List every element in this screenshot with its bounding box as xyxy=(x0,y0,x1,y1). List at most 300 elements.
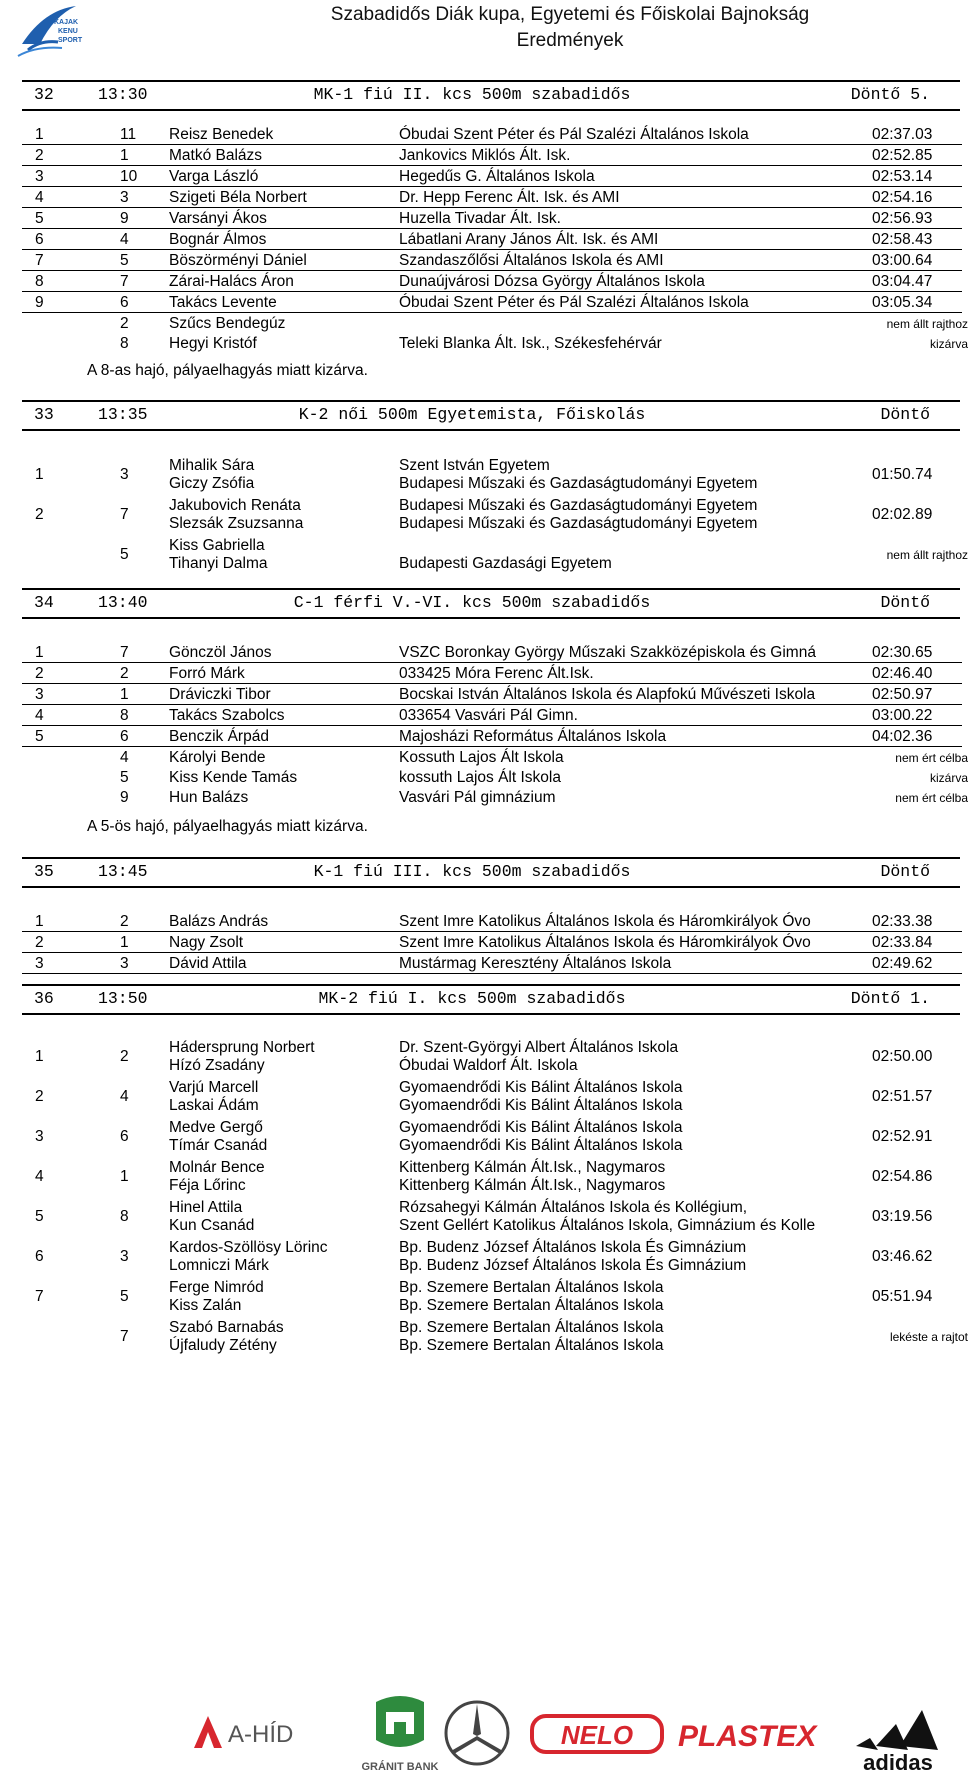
result-time: 02:30.65 xyxy=(872,644,933,661)
race-stage: Döntő 1. xyxy=(850,989,930,1008)
result-time: 02:53.14 xyxy=(872,168,933,185)
athlete-names xyxy=(169,147,394,165)
bib-number: 1 xyxy=(120,934,129,951)
athlete-names xyxy=(169,934,394,952)
athlete-name: Szigeti Béla Norbert xyxy=(169,189,307,206)
club-name: Rózsahegyi Kálmán Általános Iskola és Kollégium, xyxy=(399,1199,748,1216)
result-row xyxy=(22,705,962,726)
bib-number: 1 xyxy=(120,686,129,703)
race-number: 35 xyxy=(34,862,54,881)
race-header xyxy=(22,857,960,888)
result-time: nem ért célba xyxy=(895,791,968,805)
race-number: 34 xyxy=(34,593,54,612)
club-names xyxy=(399,147,874,165)
race-title: MK-1 fiú II. kcs 500m szabadidős xyxy=(313,85,631,104)
result-time: 03:19.56 xyxy=(872,1208,933,1225)
athlete-names xyxy=(169,273,394,291)
place: 1 xyxy=(35,644,44,661)
club-names xyxy=(399,1119,874,1155)
club-name: Szent Imre Katolikus Általános Iskola és Háromkirályok Óvo xyxy=(399,913,811,930)
athlete-names xyxy=(169,457,394,493)
athlete-name: Zárai-Halács Áron xyxy=(169,273,294,290)
club-names xyxy=(399,231,874,249)
page-subtitle: Eredmények xyxy=(516,30,624,51)
place: 2 xyxy=(35,934,44,951)
athlete-name: Tímár Csanád xyxy=(169,1137,268,1154)
place: 1 xyxy=(35,126,44,143)
club-name: Bp. Budenz József Általános Iskola És Gimnázium xyxy=(399,1239,747,1256)
result-row xyxy=(22,271,962,292)
athlete-names xyxy=(169,749,394,767)
race-stage: Döntő 5. xyxy=(850,85,930,104)
club-names xyxy=(399,707,874,725)
result-time: 02:33.84 xyxy=(872,934,933,951)
result-time: 02:56.93 xyxy=(872,210,933,227)
result-row xyxy=(22,145,962,166)
result-row xyxy=(22,250,962,271)
result-rows xyxy=(22,642,968,807)
club-name: Lábatlani Arany János Ált. Isk. és AMI xyxy=(399,231,659,248)
athlete-name: Nagy Zsolt xyxy=(169,934,244,951)
club-name: Hegedűs G. Általános Iskola xyxy=(399,168,595,185)
club-name: Huzella Tivadar Ált. Isk. xyxy=(399,210,561,227)
athlete-names xyxy=(169,686,394,704)
athlete-names xyxy=(169,913,394,931)
club-names xyxy=(399,315,874,333)
athlete-names xyxy=(169,335,394,353)
bib-number: 9 xyxy=(120,789,129,806)
bib-number: 8 xyxy=(120,335,129,352)
club-name: Bp. Szemere Bertalan Általános Iskola xyxy=(399,1337,664,1354)
club-name: Szent Gellért Katolikus Általános Iskola, Gimnázium és Kolle xyxy=(399,1217,816,1234)
athlete-name: Jakubovich Renáta xyxy=(169,497,301,514)
athlete-name: Kiss Zalán xyxy=(169,1297,242,1314)
ahid-text: A-HÍD xyxy=(228,1721,294,1748)
place: 5 xyxy=(35,210,44,227)
club-names xyxy=(399,537,874,573)
athlete-names xyxy=(169,789,394,807)
plastex-logo xyxy=(678,1712,828,1761)
result-time: 02:50.00 xyxy=(872,1048,933,1065)
club-name: Jankovics Miklós Ált. Isk. xyxy=(399,147,571,164)
place: 2 xyxy=(35,665,44,682)
result-time: 03:46.62 xyxy=(872,1248,933,1265)
race-title: K-1 fiú III. kcs 500m szabadidős xyxy=(313,862,631,881)
result-time: 02:54.86 xyxy=(872,1168,933,1185)
club-names xyxy=(399,789,874,807)
race-stage: Döntő xyxy=(880,862,930,881)
athlete-name: Molnár Bence xyxy=(169,1159,265,1176)
club-name: Óbudai Szent Péter és Pál Szalézi Általános Iskola xyxy=(399,126,749,143)
club-names xyxy=(399,1319,874,1355)
club-name: Kossuth Lajos Ált Iskola xyxy=(399,749,564,766)
athlete-names xyxy=(169,315,394,333)
club-names xyxy=(399,210,874,228)
result-row xyxy=(22,455,962,495)
place: 2 xyxy=(35,1088,44,1105)
place: 3 xyxy=(35,1128,44,1145)
place: 5 xyxy=(35,728,44,745)
club-name xyxy=(399,315,874,333)
place: 3 xyxy=(35,168,44,185)
athlete-name: Takács Szabolcs xyxy=(169,707,285,724)
result-time: 02:54.16 xyxy=(872,189,933,206)
athlete-names xyxy=(169,1119,394,1155)
result-row xyxy=(22,1037,962,1077)
club-names xyxy=(399,1279,874,1315)
result-time: 03:05.34 xyxy=(872,294,933,311)
result-time: 05:51.94 xyxy=(872,1288,933,1305)
athlete-name: Kun Csanád xyxy=(169,1217,255,1234)
race-start-time: 13:30 xyxy=(98,85,148,104)
club-name: Budapesi Műszaki és Gazdaságtudományi Egyetem xyxy=(399,475,758,492)
athlete-name: Forró Márk xyxy=(169,665,245,682)
athlete-name: Varga László xyxy=(169,168,259,185)
result-time: nem állt rajthoz xyxy=(886,317,968,331)
logo-text-3: SPORT xyxy=(58,37,83,44)
result-row xyxy=(22,333,968,353)
place: 4 xyxy=(35,1168,44,1185)
result-time: 03:04.47 xyxy=(872,273,933,290)
athlete-names xyxy=(169,126,394,144)
bib-number: 11 xyxy=(120,126,137,143)
club-name: Gyomaendrődi Kis Bálint Általános Iskola xyxy=(399,1119,683,1136)
race-header xyxy=(22,984,960,1015)
athlete-name: Giczy Zsófia xyxy=(169,475,255,492)
club-names xyxy=(399,749,874,767)
result-rows xyxy=(22,911,962,974)
club-names xyxy=(399,1159,874,1195)
result-time: nem ért célba xyxy=(895,751,968,765)
club-name: Gyomaendrődi Kis Bálint Általános Iskola xyxy=(399,1137,683,1154)
place: 9 xyxy=(35,294,44,311)
athlete-name: Hádersprung Norbert xyxy=(169,1039,315,1056)
athlete-names xyxy=(169,665,394,683)
race-note: A 5-ös hajó, pályaelhagyás miatt kizárva. xyxy=(87,818,368,835)
club-names xyxy=(399,955,874,973)
club-name: 033425 Móra Ferenc Ált.Isk. xyxy=(399,665,594,682)
athlete-name: Kardos-Szöllösy Lörinc xyxy=(169,1239,328,1256)
club-names xyxy=(399,934,874,952)
result-time: kizárva xyxy=(929,771,968,785)
result-time: kizárva xyxy=(929,337,968,351)
club-name: Óbudai Waldorf Ált. Iskola xyxy=(399,1057,578,1074)
result-rows xyxy=(22,455,968,575)
athlete-names xyxy=(169,497,394,533)
club-name: Dunaújvárosi Dózsa György Általános Iskola xyxy=(399,273,705,290)
bib-number: 4 xyxy=(120,749,129,766)
bib-number: 2 xyxy=(120,665,129,682)
bib-number: 2 xyxy=(120,1048,129,1065)
bib-number: 7 xyxy=(120,506,129,523)
club-names xyxy=(399,189,874,207)
bib-number: 4 xyxy=(120,1088,129,1105)
race-title: K-2 női 500m Egyetemista, Főiskolás xyxy=(298,405,646,424)
result-row xyxy=(22,787,968,807)
race-start-time: 13:40 xyxy=(98,593,148,612)
bib-number: 3 xyxy=(120,955,129,972)
race-number: 32 xyxy=(34,85,54,104)
athlete-name: Szűcs Bendegúz xyxy=(169,315,286,332)
adidas-logo xyxy=(848,1694,948,1779)
club-name: Bp. Szemere Bertalan Általános Iskola xyxy=(399,1279,664,1296)
bib-number: 7 xyxy=(120,644,129,661)
club-name: Szandaszőlősi Általános Iskola és AMI xyxy=(399,252,664,269)
club-names xyxy=(399,665,874,683)
athlete-names xyxy=(169,1279,394,1315)
club-name: VSZC Boronkay György Műszaki Szakközépiskola és Gimná xyxy=(399,644,816,661)
club-name: Kittenberg Kálmán Ált.Isk., Nagymaros xyxy=(399,1159,666,1176)
club-name: Vasvári Pál gimnázium xyxy=(399,789,556,806)
page-header xyxy=(0,0,960,80)
result-time: lekéste a rajtot xyxy=(889,1330,968,1344)
ahid-logo xyxy=(190,1710,320,1759)
bib-number: 5 xyxy=(120,1288,129,1305)
club-names xyxy=(399,728,874,746)
bib-number: 3 xyxy=(120,189,129,206)
athlete-name: Varjú Marcell xyxy=(169,1079,259,1096)
result-row xyxy=(22,953,962,974)
athlete-names xyxy=(169,1079,394,1115)
result-row xyxy=(22,1277,962,1317)
bib-number: 2 xyxy=(120,913,129,930)
club-name: Budapesi Műszaki és Gazdaságtudományi Egyetem xyxy=(399,497,758,514)
result-rows xyxy=(22,124,968,353)
result-row xyxy=(22,1077,962,1117)
athlete-names xyxy=(169,537,394,573)
place: 3 xyxy=(35,955,44,972)
athlete-name: Bognár Álmos xyxy=(169,231,267,248)
athlete-name: Kiss Gabriella xyxy=(169,537,265,554)
athlete-name: Reisz Benedek xyxy=(169,126,274,143)
club-names xyxy=(399,126,874,144)
athlete-names xyxy=(169,1239,394,1275)
athlete-names xyxy=(169,294,394,312)
place: 5 xyxy=(35,1208,44,1225)
place: 7 xyxy=(35,252,44,269)
bib-number: 3 xyxy=(120,466,129,483)
club-names xyxy=(399,273,874,291)
club-name: Gyomaendrődi Kis Bálint Általános Iskola xyxy=(399,1079,683,1096)
bib-number: 6 xyxy=(120,728,129,745)
athlete-name: Károlyi Bende xyxy=(169,749,266,766)
club-names xyxy=(399,644,874,662)
club-names xyxy=(399,252,874,270)
race-start-time: 13:45 xyxy=(98,862,148,881)
logo-text-1: KAJAK xyxy=(54,19,79,26)
bib-number: 2 xyxy=(120,315,129,332)
result-row xyxy=(22,229,962,250)
athlete-names xyxy=(169,1039,394,1075)
result-row xyxy=(22,911,962,932)
athlete-names xyxy=(169,707,394,725)
club-name: 033654 Vasvári Pál Gimn. xyxy=(399,707,578,724)
athlete-name: Matkó Balázs xyxy=(169,147,263,164)
club-name: Dr. Hepp Ferenc Ált. Isk. és AMI xyxy=(399,189,620,206)
result-row xyxy=(22,1157,962,1197)
athlete-name: Szabó Barnabás xyxy=(169,1319,284,1336)
athlete-name: Slezsák Zsuzsanna xyxy=(169,515,304,532)
bib-number: 6 xyxy=(120,294,129,311)
result-row xyxy=(22,663,962,684)
club-name: Kittenberg Kálmán Ált.Isk., Nagymaros xyxy=(399,1177,666,1194)
race-start-time: 13:50 xyxy=(98,989,148,1008)
granit-text: GRÁNIT BANK xyxy=(361,1761,439,1773)
club-names xyxy=(399,913,874,931)
result-row xyxy=(22,495,962,535)
place: 2 xyxy=(35,506,44,523)
club-names xyxy=(399,1199,874,1235)
race-note: A 8-as hajó, pályaelhagyás miatt kizárva. xyxy=(87,362,368,379)
result-row xyxy=(22,726,962,747)
result-time: 02:50.97 xyxy=(872,686,933,703)
athlete-names xyxy=(169,252,394,270)
bib-number: 8 xyxy=(120,1208,129,1225)
result-row xyxy=(22,767,968,787)
club-name: Gyomaendrődi Kis Bálint Általános Iskola xyxy=(399,1097,683,1114)
place: 4 xyxy=(35,707,44,724)
result-row xyxy=(22,1317,968,1357)
mercedes-logo xyxy=(442,1698,512,1773)
athlete-name: Hun Balázs xyxy=(169,789,249,806)
athlete-name: Tihanyi Dalma xyxy=(169,555,268,572)
result-row xyxy=(22,124,962,145)
athlete-names xyxy=(169,728,394,746)
bib-number: 6 xyxy=(120,1128,129,1145)
result-time: 02:52.91 xyxy=(872,1128,933,1145)
result-time: 02:49.62 xyxy=(872,955,933,972)
bib-number: 5 xyxy=(120,546,129,563)
race-title: MK-2 fiú I. kcs 500m szabadidős xyxy=(318,989,626,1008)
result-time: 03:00.64 xyxy=(872,252,933,269)
athlete-names xyxy=(169,168,394,186)
bib-number: 3 xyxy=(120,1248,129,1265)
plastex-text: PLASTEX xyxy=(678,1720,817,1753)
bib-number: 1 xyxy=(120,147,129,164)
race-header xyxy=(22,588,960,619)
bib-number: 5 xyxy=(120,252,129,269)
club-name: Majosházi Református Általános Iskola xyxy=(399,728,667,745)
athlete-name: Féja Lőrinc xyxy=(169,1177,246,1194)
bib-number: 7 xyxy=(120,1328,129,1345)
kajak-kenu-sport-logo xyxy=(14,4,86,58)
race-header xyxy=(22,80,960,111)
result-rows xyxy=(22,1037,968,1357)
result-row xyxy=(22,187,962,208)
athlete-names xyxy=(169,210,394,228)
place: 7 xyxy=(35,1288,44,1305)
athlete-names xyxy=(169,1199,394,1235)
athlete-name: Hegyi Kristóf xyxy=(169,335,257,352)
club-name: Szent Imre Katolikus Általános Iskola és Háromkirályok Óvo xyxy=(399,934,811,951)
bib-number: 9 xyxy=(120,210,129,227)
club-name: Óbudai Szent Péter és Pál Szalézi Általános Iskola xyxy=(399,294,749,311)
athlete-names xyxy=(169,769,394,787)
club-names xyxy=(399,168,874,186)
club-name: Budapesti Gazdasági Egyetem xyxy=(399,555,612,572)
athlete-name: Böszörményi Dániel xyxy=(169,252,307,269)
athlete-name: Hinel Attila xyxy=(169,1199,243,1216)
club-names xyxy=(399,1039,874,1075)
bib-number: 4 xyxy=(120,231,129,248)
result-time: 02:46.40 xyxy=(872,665,933,682)
club-name: Bp. Budenz József Általános Iskola És Gimnázium xyxy=(399,1257,747,1274)
club-names xyxy=(399,457,874,493)
club-name: Szent István Egyetem xyxy=(399,457,550,474)
athlete-name: Laskai Ádám xyxy=(169,1097,259,1114)
athlete-name: Kiss Kende Tamás xyxy=(169,769,298,786)
result-row xyxy=(22,166,962,187)
club-name: Budapesi Műszaki és Gazdaságtudományi Egyetem xyxy=(399,515,758,532)
club-names xyxy=(399,335,874,353)
result-row xyxy=(22,684,962,705)
race-stage: Döntő xyxy=(880,405,930,424)
adidas-text: adidas xyxy=(863,1750,933,1775)
nelo-text: NELO xyxy=(560,1720,634,1750)
result-time: 02:51.57 xyxy=(872,1088,933,1105)
race-title: C-1 férfi V.-VI. kcs 500m szabadidős xyxy=(293,593,651,612)
athlete-names xyxy=(169,1319,394,1355)
page-title: Szabadidős Diák kupa, Egyetemi és Főiskolai Bajnokság xyxy=(330,4,810,25)
result-row xyxy=(22,535,968,575)
club-name: Dr. Szent-Györgyi Albert Általános Iskola xyxy=(399,1039,679,1056)
athlete-name: Medve Gergő xyxy=(169,1119,263,1136)
club-name: Bocskai István Általános Iskola és Alapfokú Művészeti Iskola xyxy=(399,686,816,703)
athlete-name: Lomniczi Márk xyxy=(169,1257,269,1274)
club-name xyxy=(399,537,874,555)
place: 2 xyxy=(35,147,44,164)
athlete-names xyxy=(169,644,394,662)
result-time: nem állt rajthoz xyxy=(886,548,968,562)
athlete-name: Hízó Zsadány xyxy=(169,1057,265,1074)
result-row xyxy=(22,1197,962,1237)
athlete-name: Mihalik Sára xyxy=(169,457,255,474)
athlete-names xyxy=(169,1159,394,1195)
athlete-names xyxy=(169,955,394,973)
club-names xyxy=(399,1239,874,1275)
race-header xyxy=(22,400,960,431)
athlete-names xyxy=(169,231,394,249)
place: 1 xyxy=(35,466,44,483)
result-row xyxy=(22,747,968,767)
race-start-time: 13:35 xyxy=(98,405,148,424)
club-name: Bp. Szemere Bertalan Általános Iskola xyxy=(399,1297,664,1314)
result-row xyxy=(22,208,962,229)
race-number: 36 xyxy=(34,989,54,1008)
place: 8 xyxy=(35,273,44,290)
club-name: kossuth Lajos Ált Iskola xyxy=(399,769,561,786)
result-row xyxy=(22,642,962,663)
club-name: Mustármag Keresztény Általános Iskola xyxy=(399,955,672,972)
result-row xyxy=(22,292,962,313)
result-time: 03:00.22 xyxy=(872,707,933,724)
athlete-name: Újfaludy Zétény xyxy=(169,1337,277,1354)
place: 6 xyxy=(35,1248,44,1265)
bib-number: 8 xyxy=(120,707,129,724)
bib-number: 5 xyxy=(120,769,129,786)
place: 4 xyxy=(35,189,44,206)
club-names xyxy=(399,294,874,312)
logo-text-2: KENU xyxy=(58,28,78,35)
result-row xyxy=(22,1237,962,1277)
athlete-names xyxy=(169,189,394,207)
club-names xyxy=(399,686,874,704)
bib-number: 7 xyxy=(120,273,129,290)
club-name: Teleki Blanka Ált. Isk., Székesfehérvár xyxy=(399,335,662,352)
athlete-name: Takács Levente xyxy=(169,294,277,311)
club-name: Bp. Szemere Bertalan Általános Iskola xyxy=(399,1319,664,1336)
result-time: 02:37.03 xyxy=(872,126,933,143)
